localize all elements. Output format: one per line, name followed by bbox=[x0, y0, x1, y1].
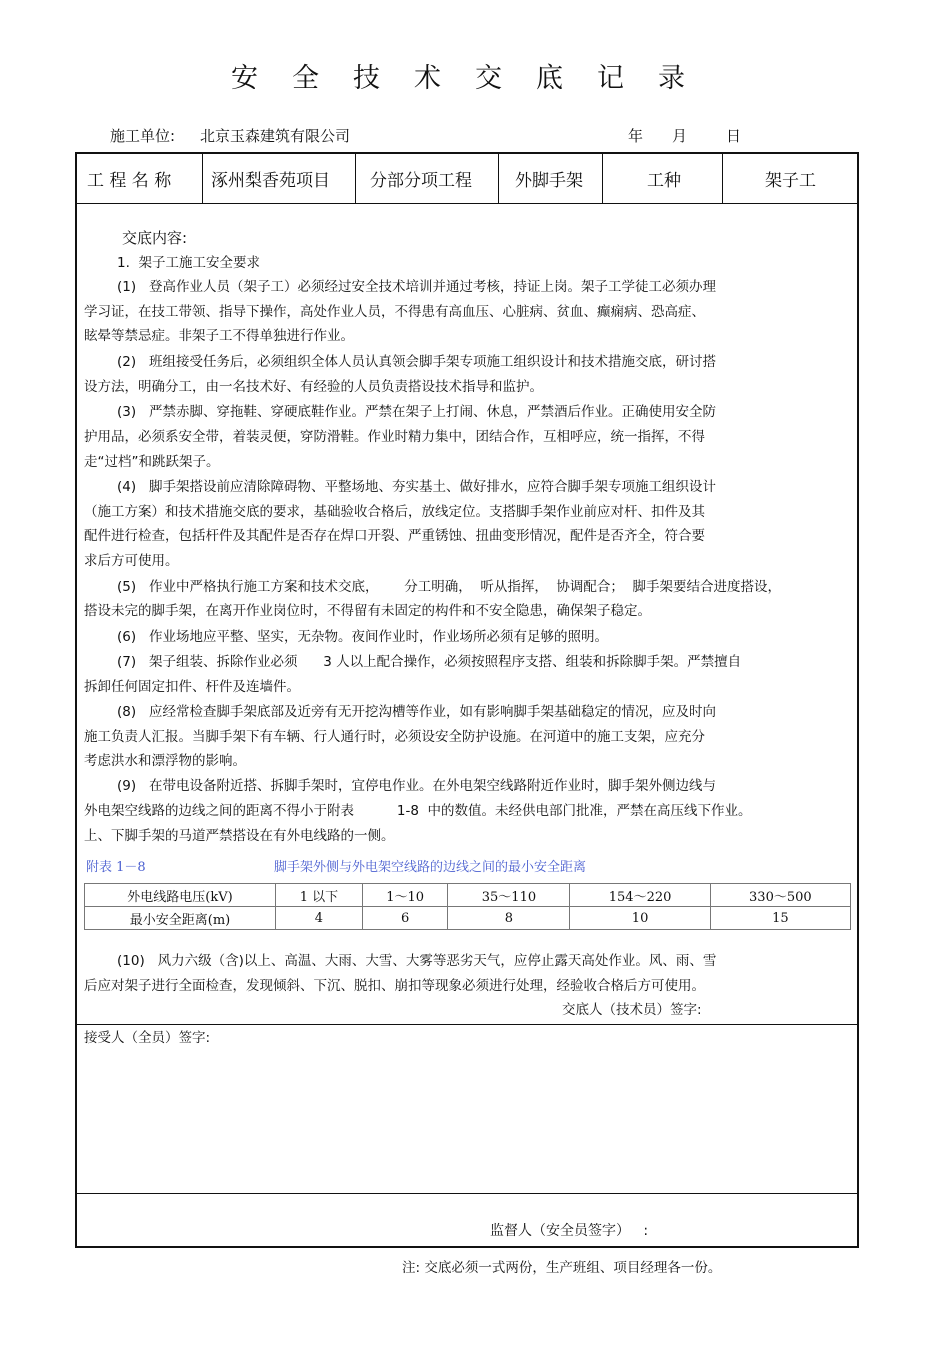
content-line: 设方法，明确分工，由一名技术好、有经验的人员负责搭设技术指导和监护。 bbox=[84, 379, 543, 395]
handover-sign-label: 交底人（技术员）签字: bbox=[562, 1002, 702, 1018]
voltage-cell: 1 以下 bbox=[276, 884, 363, 907]
content-line: 外电架空线路的边线之间的距离不得小于附表 1-8 中的数值。未经供电部门批准，严禁在高压线下作业。 bbox=[84, 803, 752, 819]
content-line: (7) 架子组装、拆除作业必须 3 人以上配合操作，必须按照程序支搭、组装和拆除脚手架。严禁擅自 bbox=[117, 654, 742, 670]
content-line: 1. 架子工施工安全要求 bbox=[117, 255, 260, 271]
content-line: 考虑洪水和漂浮物的影响。 bbox=[84, 753, 246, 769]
content-line: (2) 班组接受任务后，必须组织全体人员认真领会脚手架专项施工组织设计和技术措施交底，研讨搭 bbox=[117, 354, 716, 370]
content-line: (6) 作业场地应平整、坚实，无杂物。夜间作业时，作业场所必须有足够的照明。 bbox=[117, 629, 608, 645]
divider bbox=[77, 1193, 857, 1194]
voltage-cell: 1～10 bbox=[362, 884, 448, 907]
date-day: 日 bbox=[726, 127, 742, 145]
voltage-cell: 330～500 bbox=[710, 884, 850, 907]
project-label: 工 程 名 称 bbox=[77, 154, 203, 203]
distance-cell: 10 bbox=[570, 907, 710, 930]
content-line: (10) 风力六级（含)以上、高温、大雨、大雪、大雾等恶劣天气，应停止露天高处作业。风、雨、雪 bbox=[117, 953, 717, 969]
date-month: 月 bbox=[672, 127, 688, 145]
content-line: 上、下脚手架的马道严禁搭设在有外电线路的一侧。 bbox=[84, 828, 395, 844]
distance-cell: 8 bbox=[448, 907, 570, 930]
trade-value: 架子工 bbox=[765, 171, 816, 191]
content-line: (1) 登高作业人员（架子工）必须经过安全技术培训并通过考核，持证上岗。架子工学徒工必须办理 bbox=[117, 279, 716, 295]
table-row bbox=[85, 884, 851, 907]
row-header: 最小安全距离(m) bbox=[85, 907, 276, 930]
distance-cell: 4 bbox=[276, 907, 363, 930]
header-row bbox=[77, 154, 857, 204]
content-line: （施工方案）和技术措施交底的要求，基础验收合格后，放线定位。支搭脚手架作业前应对杆、扣件及其 bbox=[84, 504, 705, 520]
table-row bbox=[85, 907, 851, 930]
content-line: 求后方可使用。 bbox=[84, 553, 179, 569]
section-value: 外脚手架 bbox=[499, 154, 603, 203]
attachment-label: 附表 1－8 bbox=[86, 860, 146, 875]
voltage-cell: 35～110 bbox=[448, 884, 570, 907]
content-heading: 交底内容: bbox=[122, 229, 188, 247]
distance-cell: 15 bbox=[710, 907, 850, 930]
content-line: 走“过档”和跳跃架子。 bbox=[84, 454, 220, 470]
content-line: (9) 在带电设备附近搭、拆脚手架时，宜停电作业。在外电架空线路附近作业时，脚手架外侧边线与 bbox=[117, 778, 716, 794]
unit-name: 北京玉森建筑有限公司 bbox=[200, 127, 351, 145]
project-value: 涿州梨香苑项目 bbox=[203, 154, 356, 203]
content-line: 后应对架子进行全面检查，发现倾斜、下沉、脱扣、崩扣等现象必须进行处理，经验收合格后方可使用。 bbox=[84, 978, 705, 994]
section-label: 分部分项工程 bbox=[356, 154, 499, 203]
trade-label: 工种 bbox=[603, 154, 723, 203]
content-line: 配件进行检查，包括杆件及其配件是否存在焊口开裂、严重锈蚀、扭曲变形情况，配件是否齐全，符合要 bbox=[84, 528, 705, 544]
content-line: 护用品，必须系安全带，着装灵便，穿防滑鞋。作业时精力集中，团结合作，互相呼应，统一指挥，不得 bbox=[84, 429, 705, 445]
content-line: 施工负责人汇报。当脚手架下有车辆、行人通行时，必须设安全防护设施。在河道中的施工支架，应充分 bbox=[84, 729, 705, 745]
attachment-table bbox=[84, 853, 851, 943]
footnote: 注: 交底必须一式两份，生产班组、项目经理各一份。 bbox=[402, 1260, 722, 1276]
unit-label: 施工单位: bbox=[110, 127, 176, 145]
content-line: (3) 严禁赤脚、穿拖鞋、穿硬底鞋作业。严禁在架子上打闹、休息，严禁酒后作业。正确使用安全防 bbox=[117, 404, 716, 420]
safety-distance-table bbox=[84, 883, 851, 930]
receiver-sign-label: 接受人（全员）签字: bbox=[84, 1030, 211, 1046]
distance-cell: 6 bbox=[362, 907, 448, 930]
content-line: 眩晕等禁忌症。非架子工不得单独进行作业。 bbox=[84, 328, 354, 344]
content-line: (5) 作业中严格执行施工方案和技术交底， 分工明确， 听从指挥， 协调配合； 脚手架要结合进度搭设， bbox=[117, 579, 781, 595]
content-line: (4) 脚手架搭设前应清除障碍物、平整场地、夯实基土、做好排水，应符合脚手架专项施工组织设计 bbox=[117, 479, 716, 495]
page-title: 安全技术交底记录 bbox=[231, 63, 719, 94]
date-year: 年 bbox=[628, 127, 644, 145]
content-line: (8) 应经常检查脚手架底部及近旁有无开挖沟槽等作业，如有影响脚手架基础稳定的情况，应及时向 bbox=[117, 704, 716, 720]
content-line: 搭设未完的脚手架，在离开作业岗位时，不得留有未固定的构件和不安全隐患，确保架子稳定。 bbox=[84, 603, 651, 619]
content-line: 学习证，在技工带领、指导下操作，高处作业人员，不得患有高血压、心脏病、贫血、癫痫病、恐高症、 bbox=[84, 304, 705, 320]
content-line: 拆卸任何固定扣件、杆件及连墙件。 bbox=[84, 679, 300, 695]
attachment-title: 脚手架外侧与外电架空线路的边线之间的最小安全距离 bbox=[274, 860, 587, 875]
row-header: 外电线路电压(kV) bbox=[85, 884, 276, 907]
supervisor-sign-label: 监督人（安全员签字） : bbox=[490, 1223, 649, 1239]
voltage-cell: 154～220 bbox=[570, 884, 710, 907]
